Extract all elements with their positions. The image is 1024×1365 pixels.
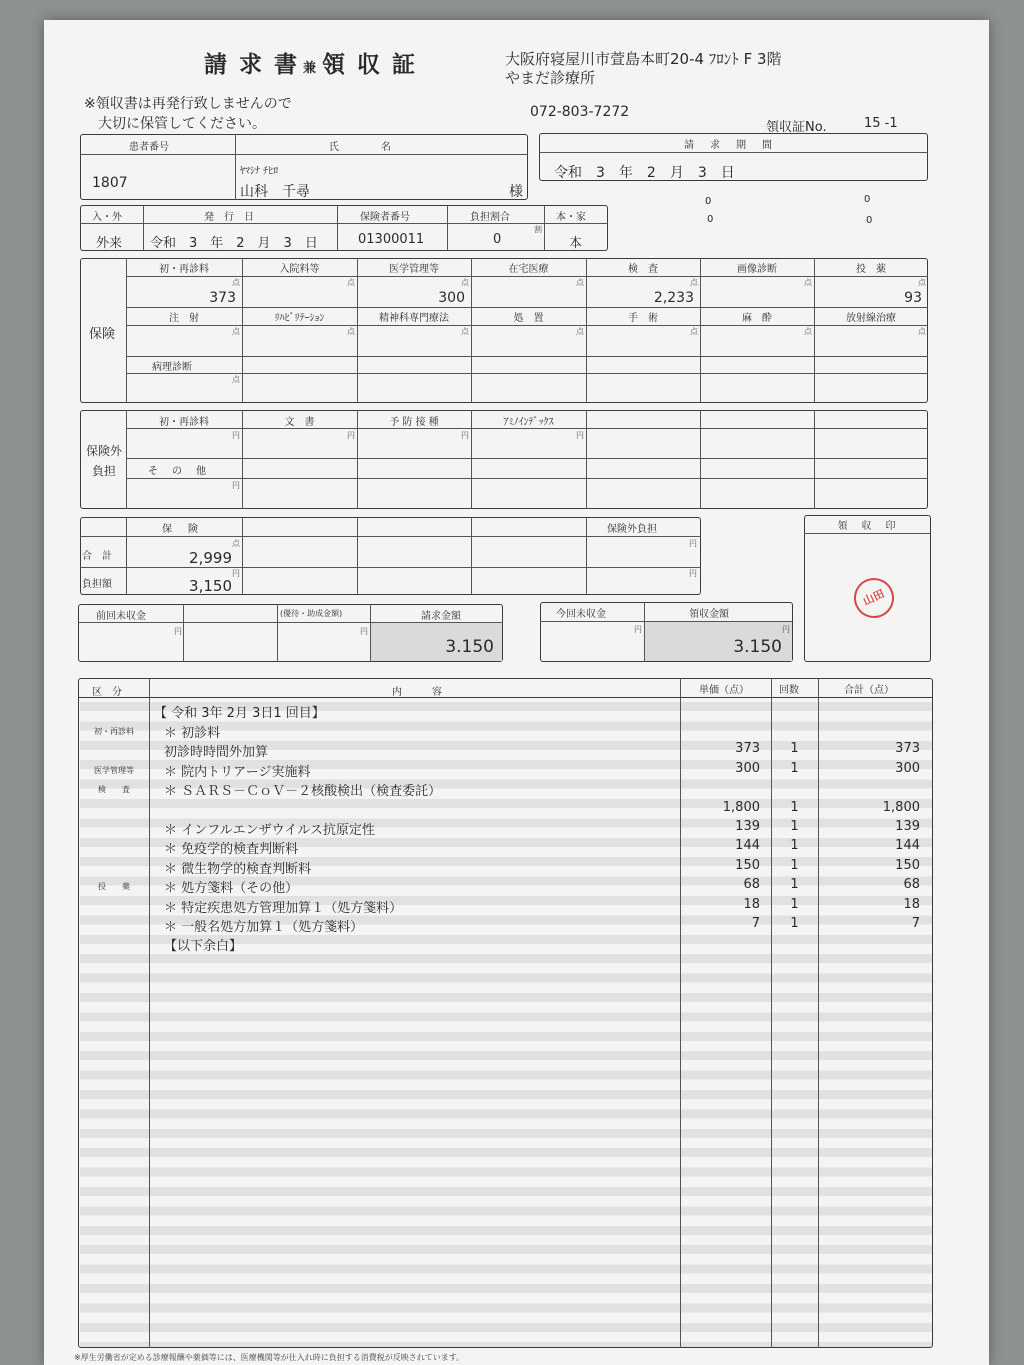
insurance-header: ﾘﾊﾋﾞﾘﾃｰｼｮﾝ bbox=[274, 313, 325, 324]
grid-line bbox=[471, 258, 472, 403]
detail-times: 1 bbox=[790, 760, 799, 776]
document-title bbox=[204, 46, 417, 79]
total-label: 合 計 bbox=[82, 551, 112, 562]
title-second: 領 収 証 bbox=[322, 52, 418, 78]
detail-unit: 7 bbox=[751, 916, 760, 931]
detail-header-unit: 単価（点） bbox=[699, 685, 749, 696]
detail-times: 1 bbox=[790, 877, 799, 893]
clinic-phone: 072-803-7272 bbox=[530, 104, 630, 120]
totals-ext-label: 保険外負担 bbox=[607, 524, 657, 535]
yen-unit: 円 bbox=[232, 481, 240, 490]
grid-line bbox=[126, 428, 928, 429]
received-amount-label: 領収金額 bbox=[689, 609, 729, 620]
grid-line bbox=[814, 410, 815, 509]
patient-name: 山科 千尋 bbox=[240, 184, 310, 200]
yen-unit: 円 bbox=[360, 627, 368, 636]
grid-line bbox=[814, 258, 815, 403]
insurance-header: 手 術 bbox=[628, 313, 658, 324]
detail-times: 1 bbox=[790, 916, 799, 931]
detail-unit: 300 bbox=[735, 760, 760, 776]
grid-line bbox=[126, 373, 928, 374]
detail-category: 医学管理等 bbox=[94, 765, 134, 775]
grid-line bbox=[126, 356, 928, 357]
point-unit: 点 bbox=[576, 327, 584, 336]
detail-item: ＊ 処方箋料（その他） bbox=[164, 881, 299, 897]
zero-value: 0 bbox=[866, 215, 873, 226]
ratio-unit: 割 bbox=[534, 225, 542, 234]
detail-times: 1 bbox=[790, 896, 799, 912]
grid-line bbox=[242, 258, 243, 403]
point-unit: 点 bbox=[690, 327, 698, 336]
issue-date-label: 発 行 日 bbox=[204, 212, 254, 223]
point-unit: 点 bbox=[576, 278, 584, 287]
insurer-value: 01300011 bbox=[358, 232, 425, 247]
zero-value: 0 bbox=[707, 214, 714, 225]
detail-times: 1 bbox=[790, 857, 799, 873]
non-insurance-header: そ の 他 bbox=[148, 466, 208, 477]
detail-unit: 1,800 bbox=[722, 799, 760, 815]
insurance-header: 初・再診料 bbox=[159, 264, 209, 275]
point-unit: 点 bbox=[804, 327, 812, 336]
period-label: 請 求 期 間 bbox=[684, 140, 775, 151]
detail-times: 1 bbox=[790, 819, 799, 834]
receipt-stamp: 山田 bbox=[847, 571, 900, 624]
insurance-header: 注 射 bbox=[169, 313, 199, 324]
non-insurance-header: 予 防 接 種 bbox=[389, 417, 439, 428]
zero-value: 0 bbox=[864, 194, 871, 205]
receipt-paper bbox=[44, 20, 989, 1365]
point-unit: 点 bbox=[232, 278, 240, 287]
grid-line bbox=[700, 258, 701, 403]
insurance-side-label: 保険 bbox=[89, 327, 116, 342]
point-unit: 点 bbox=[232, 375, 240, 384]
detail-item: ＊ 院内トリアージ実施料 bbox=[164, 764, 311, 780]
point-unit: 点 bbox=[690, 278, 698, 287]
insurance-header: 投 薬 bbox=[856, 264, 886, 275]
insurance-value: 93 bbox=[904, 290, 922, 306]
point-unit: 点 bbox=[347, 278, 355, 287]
honke-label: 本・家 bbox=[556, 212, 586, 223]
patient-honorific: 様 bbox=[509, 184, 523, 200]
stamp-label: 領 収 印 bbox=[837, 521, 898, 532]
receipt-no-value: 15 -1 bbox=[864, 116, 898, 131]
yen-unit: 円 bbox=[232, 431, 240, 440]
honke-value: 本 bbox=[569, 236, 583, 251]
detail-sum: 7 bbox=[911, 916, 920, 931]
patient-name-label: 氏 名 bbox=[329, 142, 394, 153]
received-amount-value: 3.150 bbox=[733, 637, 782, 657]
yen-unit: 円 bbox=[174, 627, 182, 636]
insurance-header: 病理診断 bbox=[152, 362, 192, 373]
clinic-address: 大阪府寝屋川市萱島本町20-4 ﾌﾛﾝﾄ F 3階 bbox=[505, 50, 782, 68]
yen-unit: 円 bbox=[689, 539, 697, 548]
grid-line bbox=[700, 410, 701, 509]
grid-line bbox=[126, 458, 928, 459]
detail-item: ＊ インフルエンザウイルス抗原定性 bbox=[164, 823, 375, 838]
point-unit: 点 bbox=[347, 327, 355, 336]
point-unit: 点 bbox=[461, 278, 469, 287]
grid-line bbox=[357, 258, 358, 403]
issue-date-value: 令和 3 年 2 月 3 日 bbox=[150, 236, 318, 251]
inout-value: 外来 bbox=[96, 236, 123, 251]
detail-category: 初・再診料 bbox=[94, 727, 134, 736]
detail-sum: 300 bbox=[895, 760, 920, 776]
yen-unit: 円 bbox=[461, 431, 469, 440]
detail-header-sum: 合計（点） bbox=[844, 685, 894, 696]
point-unit: 点 bbox=[461, 327, 469, 336]
detail-category: 検 査 bbox=[98, 785, 130, 795]
non-insurance-side-label: 保険外負担 bbox=[85, 444, 122, 478]
detail-category: 投 薬 bbox=[98, 882, 130, 892]
detail-item: ＊ ＳＡＲＳ－ＣｏＶ－２核酸検出（検査委託） bbox=[164, 784, 442, 800]
footer-note: ※厚生労働省が定める診療報酬や薬価等には、医療機関等が仕入れ時に負担する消費税が反映されています。 bbox=[74, 1353, 465, 1362]
insurance-header: 医学管理等 bbox=[389, 264, 439, 275]
non-insurance-header: 初・再診料 bbox=[159, 417, 209, 428]
patient-kana: ﾔﾏｼﾅ ﾁﾋﾛ bbox=[240, 166, 279, 177]
inout-label: 入・外 bbox=[92, 212, 122, 223]
detail-item: ＊ 微生物学的検査判断料 bbox=[164, 861, 312, 877]
insurance-value: 373 bbox=[209, 290, 236, 306]
detail-sum: 139 bbox=[895, 819, 920, 834]
yen-unit: 円 bbox=[634, 625, 642, 634]
yen-unit: 円 bbox=[576, 431, 584, 440]
insurer-label: 保険者番号 bbox=[360, 212, 410, 223]
detail-times: 1 bbox=[790, 799, 799, 815]
grid-line bbox=[126, 307, 928, 308]
point-unit: 点 bbox=[918, 327, 926, 336]
bill-amount-value: 3.150 bbox=[445, 637, 494, 657]
ratio-value: 0 bbox=[493, 232, 502, 247]
detail-item: 【以下余白】 bbox=[164, 939, 243, 955]
detail-item: 初診時時間外加算 bbox=[164, 745, 269, 761]
prev-unpaid-label: 前回未収金 bbox=[96, 611, 146, 622]
insurance-table bbox=[80, 258, 928, 403]
insurance-value: 300 bbox=[438, 290, 465, 306]
period-value: 令和 3 年 2 月 3 日 bbox=[554, 165, 735, 181]
bill-amount-label: 請求金額 bbox=[421, 611, 461, 622]
detail-item: ＊ 免疫学的検査判断料 bbox=[164, 842, 299, 858]
total-value: 2,999 bbox=[189, 549, 232, 567]
detail-times: 1 bbox=[790, 741, 799, 757]
detail-unit: 373 bbox=[735, 741, 760, 757]
non-insurance-header: ｱﾐﾉｲﾝﾃﾞｯｸｽ bbox=[503, 417, 554, 428]
insurance-header: 処 置 bbox=[513, 313, 544, 324]
grid-line bbox=[126, 478, 928, 479]
detail-sum: 150 bbox=[895, 857, 920, 873]
detail-unit: 139 bbox=[735, 819, 760, 834]
point-unit: 点 bbox=[918, 278, 926, 287]
point-unit: 点 bbox=[804, 278, 812, 287]
detail-item: ＊ 一般名処方加算１（処方箋料） bbox=[164, 920, 364, 935]
yen-unit: 円 bbox=[782, 625, 790, 634]
detail-unit: 150 bbox=[735, 857, 760, 873]
detail-times: 1 bbox=[790, 838, 799, 854]
zero-value: 0 bbox=[705, 196, 712, 207]
detail-header-times: 回数 bbox=[779, 685, 799, 696]
insurance-header: 入院料等 bbox=[279, 264, 320, 275]
non-insurance-header: 文 書 bbox=[284, 417, 315, 428]
detail-sum: 18 bbox=[903, 896, 920, 912]
receipt-no-label: 領収証No. bbox=[766, 120, 827, 135]
burden-label: 負担額 bbox=[82, 579, 112, 590]
insurance-header: 画像診断 bbox=[737, 264, 777, 275]
patient-id-label: 患者番号 bbox=[129, 142, 169, 153]
title-small: 兼 bbox=[303, 61, 319, 76]
yen-unit: 円 bbox=[689, 569, 697, 578]
grid-line bbox=[586, 258, 587, 403]
detail-sum: 68 bbox=[903, 877, 920, 893]
yen-unit: 円 bbox=[347, 431, 355, 440]
insurance-header: 精神科専門療法 bbox=[379, 313, 449, 324]
detail-unit: 144 bbox=[735, 838, 760, 854]
totals-insurance-label: 保 険 bbox=[162, 524, 201, 535]
detail-header-content: 内 容 bbox=[392, 687, 442, 698]
detail-item: ＊ 特定疾患処方管理加算１（処方箋料） bbox=[164, 900, 403, 916]
title-main: 請 求 書 bbox=[204, 52, 300, 78]
insurance-value: 2,233 bbox=[653, 290, 694, 306]
detail-unit: 18 bbox=[743, 896, 760, 912]
insurance-header: 放射線治療 bbox=[846, 313, 896, 324]
point-unit: 点 bbox=[232, 327, 240, 336]
clinic-name: やまだ診療所 bbox=[505, 69, 596, 87]
detail-item: ＊ 初診料 bbox=[164, 726, 221, 741]
yen-unit: 円 bbox=[232, 569, 240, 578]
now-unpaid-label: 今回未収金 bbox=[556, 609, 606, 620]
detail-sum: 1,800 bbox=[882, 799, 920, 815]
insurance-header: 検 査 bbox=[628, 264, 658, 275]
notice-line1: ※領収書は再発行致しませんので bbox=[84, 96, 292, 112]
detail-unit: 68 bbox=[743, 877, 760, 893]
ratio-label: 負担割合 bbox=[470, 212, 510, 223]
grid-line bbox=[126, 258, 127, 403]
detail-sum: 373 bbox=[895, 741, 920, 757]
burden-value: 3,150 bbox=[189, 577, 232, 595]
insurance-header: 麻 酔 bbox=[742, 313, 772, 324]
detail-header-category: 区 分 bbox=[92, 687, 122, 698]
notice-line2: 大切に保管してください。 bbox=[98, 116, 266, 132]
insurance-header: 在宅医療 bbox=[508, 264, 549, 275]
detail-date-line: 【 令和 3年 2月 3日1 回目】 bbox=[154, 706, 325, 721]
detail-sum: 144 bbox=[895, 838, 920, 854]
patient-id: 1807 bbox=[92, 175, 128, 191]
discount-label: (優待・助成金額) bbox=[280, 609, 343, 618]
grid-line bbox=[586, 410, 587, 509]
point-unit: 点 bbox=[232, 539, 240, 548]
